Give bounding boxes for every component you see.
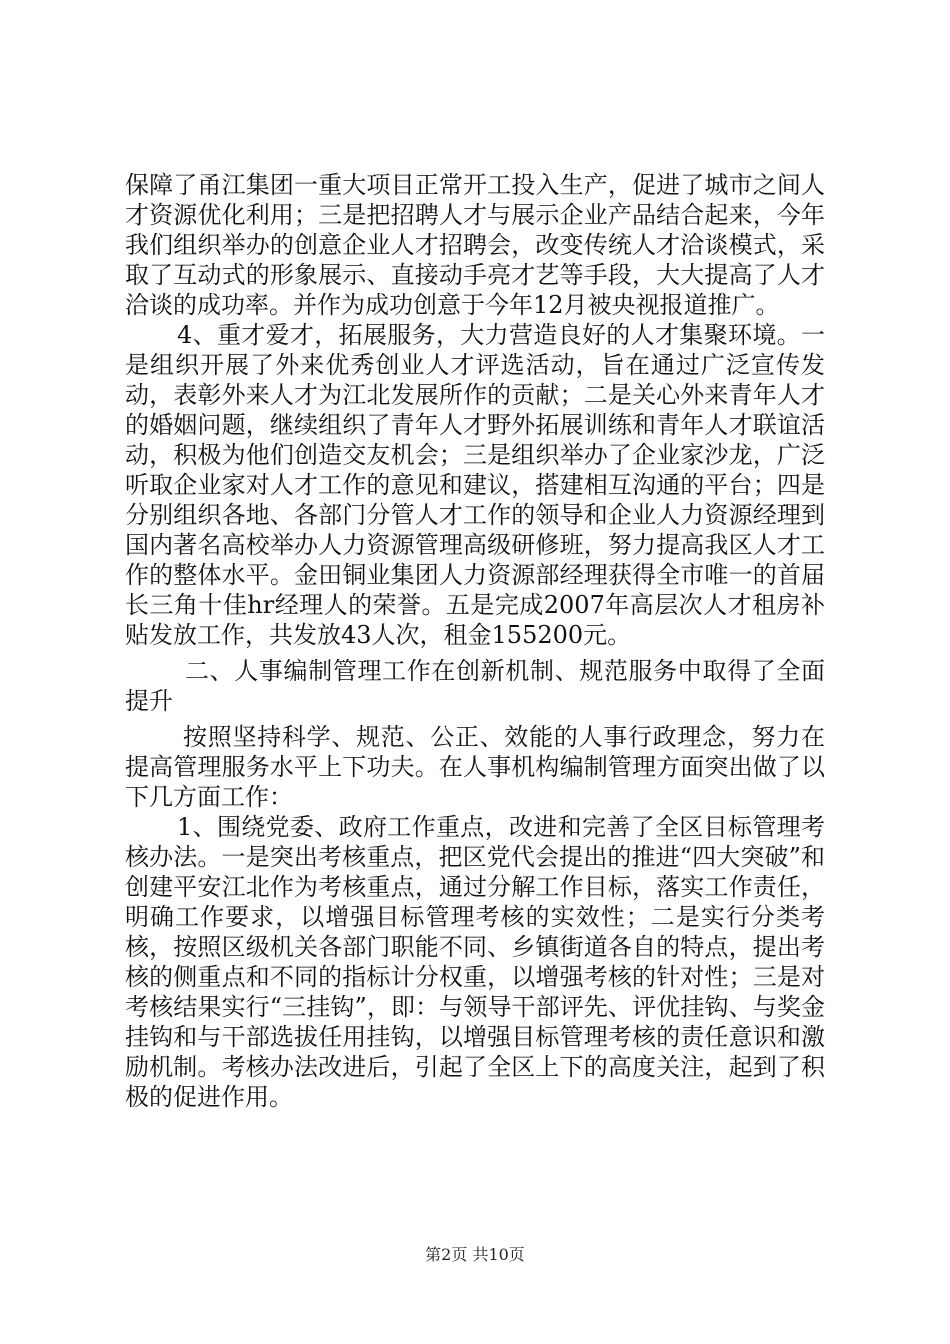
document-body bbox=[125, 170, 825, 1112]
section-heading-2: 二、人事编制管理工作在创新机制、规范服务中取得了全面提升 bbox=[125, 657, 825, 715]
paragraph-continuation: 保障了甬江集团一重大项目正常开工投入生产，促进了城市之间人才资源优化利用；三是把招聘人才与展示企业产品结合起来，今年我们组织举办的创意企业人才招聘会，改变传统人才洽谈模式，采取了互动式的形象展示、直接动手亮才艺等手段，大大提高了人才洽谈的成功率。并作为成功创意于今年12月被央视报道推广。 bbox=[125, 171, 825, 319]
paragraph-item-4: 4、重才爱才，拓展服务，大力营造良好的人才集聚环境。一是组织开展了外来优秀创业人才评选活动，旨在通过广泛宣传发动，表彰外来人才为江北发展所作的贡献；二是关心外来青年人才的婚姻问题，继续组织了青年人才野外拓展训练和青年人才联谊活动，积极为他们创造交友机会；三是组织举办了企业家沙龙，广泛听取企业家对人才工作的意见和建议，搭建相互沟通的平台；四是分别组织各地、各部门分管人才工作的领导和企业人力资源经理到国内著名高校举办人力资源管理高级研修班，努力提高我区人才工作的整体水平。金田铜业集团人力资源部经理获得全市唯一的首届长三角十佳hr经理人的荣誉。五是完成2007年高层次人才租房补贴发放工作，共发放43人次，租金155200元。 bbox=[125, 321, 825, 649]
paragraph-item-1: 1、围绕党委、政府工作重点，改进和完善了全区目标管理考核办法。一是突出考核重点，把区党代会提出的推进“四大突破”和创建平安江北作为考核重点，通过分解工作目标，落实工作责任，明确工作要求，以增强目标管理考核的实效性；二是实行分类考核，按照区级机关各部门职能不同、乡镇街道各自的特点，提出考核的侧重点和不同的指标计分权重，以增强考核的针对性；三是对考核结果实行“三挂钩”，即：与领导干部评先、评优挂钩、与奖金挂钩和与干部选拔任用挂钩，以增强目标管理考核的责任意识和激励机制。考核办法改进后，引起了全区上下的高度关注，起到了积极的促进作用。 bbox=[125, 813, 825, 1111]
paragraph-intro: 按照坚持科学、规范、公正、效能的人事行政理念，努力在提高管理服务水平上下功夫。在人事机构编制管理方面突出做了以下几方面工作： bbox=[125, 723, 825, 811]
page-footer: 第2页 共10页 bbox=[425, 1245, 525, 1264]
